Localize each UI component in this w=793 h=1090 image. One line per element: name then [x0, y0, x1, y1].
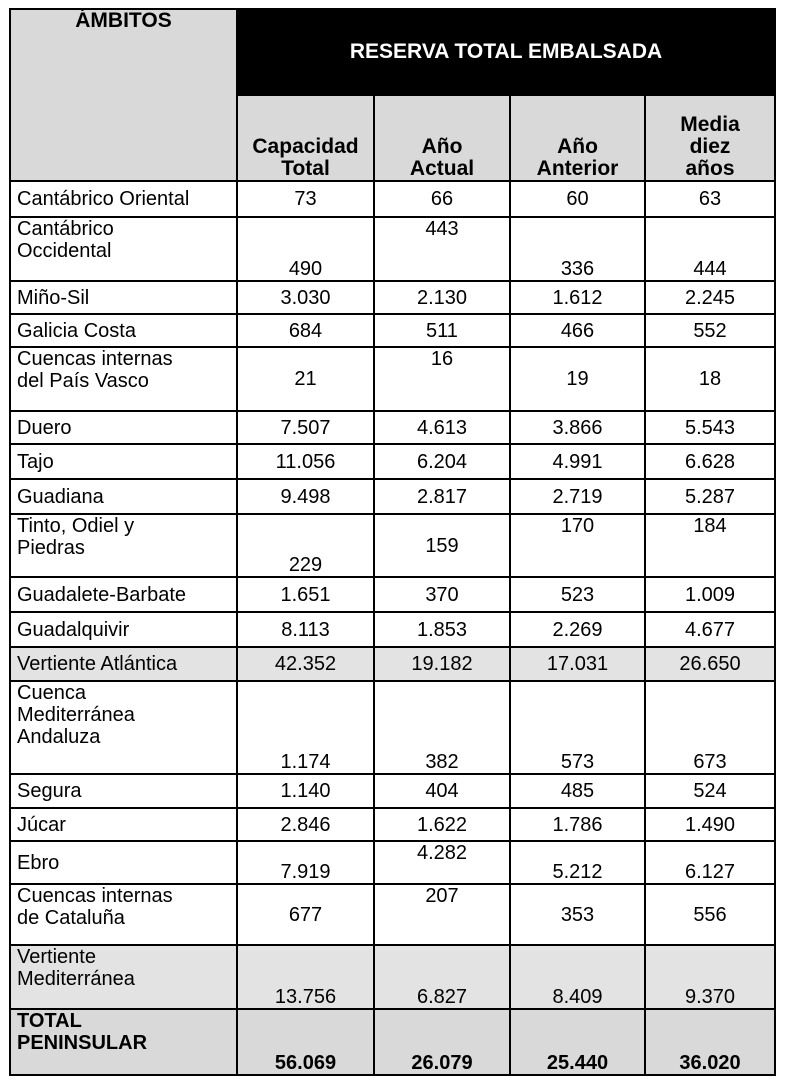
ambito-name [10, 347, 237, 411]
ambito-name [10, 479, 237, 514]
column-header-line: Actual [409, 157, 475, 180]
ambito-name-line: Cantábrico [17, 218, 114, 240]
value-cell: 229 [237, 514, 374, 577]
ambito-name [10, 1009, 237, 1075]
value-cell: 18 [645, 347, 775, 411]
column-header-line: Total [281, 157, 330, 180]
table-row [10, 774, 775, 808]
value-cell: 336 [510, 217, 645, 281]
reserva-header: RESERVA TOTAL EMBALSADA [237, 9, 775, 95]
value-cell: 7.507 [237, 411, 374, 444]
ambito-name [10, 808, 237, 841]
ambito-name-line: Cuencas internas [17, 348, 173, 370]
value-cell: 25.440 [510, 1009, 645, 1075]
ambito-name [10, 945, 237, 1009]
column-header-line: diez [689, 135, 731, 158]
ambito-name [10, 647, 237, 681]
table-row [10, 681, 775, 774]
value-cell: 26.079 [374, 1009, 510, 1075]
ambito-name-line: Cantábrico Oriental [17, 188, 190, 210]
ambitos-header: ÁMBITOS [10, 9, 237, 181]
value-cell: 170 [510, 514, 645, 577]
table-row [10, 479, 775, 514]
value-cell: 673 [645, 681, 775, 774]
ambito-name-line: Guadalete-Barbate [17, 583, 187, 606]
value-cell: 523 [510, 577, 645, 612]
value-cell: 556 [645, 884, 775, 945]
ano-actual-header [374, 95, 510, 181]
ambito-name-line: Segura [17, 780, 82, 802]
ambito-name [10, 577, 237, 612]
ambito-name [10, 774, 237, 808]
table-row [10, 181, 775, 217]
value-cell: 524 [645, 774, 775, 808]
value-cell: 6.628 [645, 444, 775, 479]
column-header-line: Año [557, 135, 598, 158]
ambito-name-line: del País Vasco [17, 370, 149, 392]
value-cell: 490 [237, 217, 374, 281]
value-cell: 1.622 [374, 808, 510, 841]
ambito-name-line: Júcar [17, 813, 66, 836]
value-cell: 3.030 [237, 281, 374, 314]
media-diez-anos-header [645, 95, 775, 181]
value-cell: 5.543 [645, 411, 775, 444]
value-cell: 1.786 [510, 808, 645, 841]
value-cell: 159 [374, 514, 510, 577]
value-cell: 404 [374, 774, 510, 808]
ambito-name-line: Miño-Sil [17, 286, 90, 309]
subtotal-row [10, 647, 775, 681]
value-cell: 382 [374, 681, 510, 774]
ambito-name-line: Tinto, Odiel y [17, 515, 135, 537]
value-cell: 2.245 [645, 281, 775, 314]
value-cell: 6.204 [374, 444, 510, 479]
value-cell: 184 [645, 514, 775, 577]
ambito-name-line: de Cataluña [17, 907, 125, 929]
value-cell: 2.817 [374, 479, 510, 514]
column-header-line: Anterior [536, 157, 619, 180]
value-cell: 1.612 [510, 281, 645, 314]
ambito-name-line: Galicia Costa [17, 319, 136, 342]
ambito-name-line: Mediterránea [17, 704, 135, 726]
value-cell: 6.827 [374, 945, 510, 1009]
ambito-name [10, 681, 237, 774]
value-cell: 9.498 [237, 479, 374, 514]
reserva-table [9, 8, 776, 1076]
ambito-name [10, 444, 237, 479]
ambito-name [10, 217, 237, 281]
value-cell: 3.866 [510, 411, 645, 444]
value-cell: 1.490 [645, 808, 775, 841]
value-cell: 7.919 [237, 841, 374, 884]
value-cell: 16 [374, 347, 510, 411]
ambito-name [10, 281, 237, 314]
value-cell: 73 [237, 181, 374, 217]
value-cell: 21 [237, 347, 374, 411]
value-cell: 63 [645, 181, 775, 217]
ambito-name-line: Guadalquivir [17, 618, 130, 641]
table-row [10, 884, 775, 945]
value-cell: 6.127 [645, 841, 775, 884]
ambito-name [10, 884, 237, 945]
ambito-name-line: Vertiente Atlántica [17, 653, 178, 675]
table-row [10, 444, 775, 479]
value-cell: 56.069 [237, 1009, 374, 1075]
table-row [10, 281, 775, 314]
column-header-line: Capacidad [252, 135, 359, 158]
value-cell: 5.212 [510, 841, 645, 884]
value-cell: 1.009 [645, 577, 775, 612]
value-cell: 2.130 [374, 281, 510, 314]
ambito-name-line: Andaluza [17, 726, 101, 748]
table-row [10, 841, 775, 884]
subtotal-row [10, 945, 775, 1009]
value-cell: 2.719 [510, 479, 645, 514]
value-cell: 677 [237, 884, 374, 945]
ambito-name-line: Occidental [17, 240, 112, 262]
column-header-line: años [685, 157, 735, 180]
table-row [10, 808, 775, 841]
table-row [10, 347, 775, 411]
table-row [10, 612, 775, 647]
table-row [10, 314, 775, 347]
value-cell: 19 [510, 347, 645, 411]
value-cell: 684 [237, 314, 374, 347]
value-cell: 573 [510, 681, 645, 774]
value-cell: 4.677 [645, 612, 775, 647]
ambito-name [10, 314, 237, 347]
value-cell: 19.182 [374, 647, 510, 681]
value-cell: 36.020 [645, 1009, 775, 1075]
ambito-name-line: Cuenca [17, 682, 86, 704]
value-cell: 485 [510, 774, 645, 808]
value-cell: 8.113 [237, 612, 374, 647]
value-cell: 1.174 [237, 681, 374, 774]
ambito-name-line: Mediterránea [17, 968, 135, 990]
total-row [10, 1009, 775, 1075]
value-cell: 17.031 [510, 647, 645, 681]
value-cell: 66 [374, 181, 510, 217]
ambito-name-line: Duero [17, 416, 72, 439]
value-cell: 42.352 [237, 647, 374, 681]
value-cell: 511 [374, 314, 510, 347]
value-cell: 4.991 [510, 444, 645, 479]
value-cell: 2.269 [510, 612, 645, 647]
ano-anterior-header [510, 95, 645, 181]
ambito-name-line: TOTAL [17, 1010, 82, 1032]
ambito-name-line: PENINSULAR [17, 1032, 148, 1054]
value-cell: 466 [510, 314, 645, 347]
value-cell: 60 [510, 181, 645, 217]
value-cell: 1.651 [237, 577, 374, 612]
column-header-line: Media [680, 113, 740, 136]
value-cell: 9.370 [645, 945, 775, 1009]
column-header-line: Año [421, 135, 463, 158]
header-row-top [10, 9, 775, 95]
table-row [10, 217, 775, 281]
value-cell: 370 [374, 577, 510, 612]
capacidad-total-header [237, 95, 374, 181]
ambito-name [10, 612, 237, 647]
value-cell: 353 [510, 884, 645, 945]
ambito-name-line: Ebro [17, 851, 60, 874]
value-cell: 26.650 [645, 647, 775, 681]
ambito-name-line: Piedras [17, 537, 85, 559]
value-cell: 552 [645, 314, 775, 347]
value-cell: 2.846 [237, 808, 374, 841]
ambito-name-line: Vertiente [17, 946, 96, 968]
table-body [10, 181, 775, 1075]
value-cell: 207 [374, 884, 510, 945]
ambito-name [10, 411, 237, 444]
value-cell: 5.287 [645, 479, 775, 514]
value-cell: 13.756 [237, 945, 374, 1009]
ambito-name-line: Tajo [17, 450, 54, 473]
ambito-name [10, 514, 237, 577]
value-cell: 4.282 [374, 841, 510, 884]
value-cell: 444 [645, 217, 775, 281]
table-row [10, 577, 775, 612]
ambito-name-line: Guadiana [17, 485, 104, 508]
ambito-name [10, 181, 237, 217]
value-cell: 1.853 [374, 612, 510, 647]
value-cell: 443 [374, 217, 510, 281]
ambito-name-line: Cuencas internas [17, 885, 173, 907]
value-cell: 4.613 [374, 411, 510, 444]
table-row [10, 514, 775, 577]
value-cell: 11.056 [237, 444, 374, 479]
value-cell: 8.409 [510, 945, 645, 1009]
ambito-name [10, 841, 237, 884]
value-cell: 1.140 [237, 774, 374, 808]
table-row [10, 411, 775, 444]
